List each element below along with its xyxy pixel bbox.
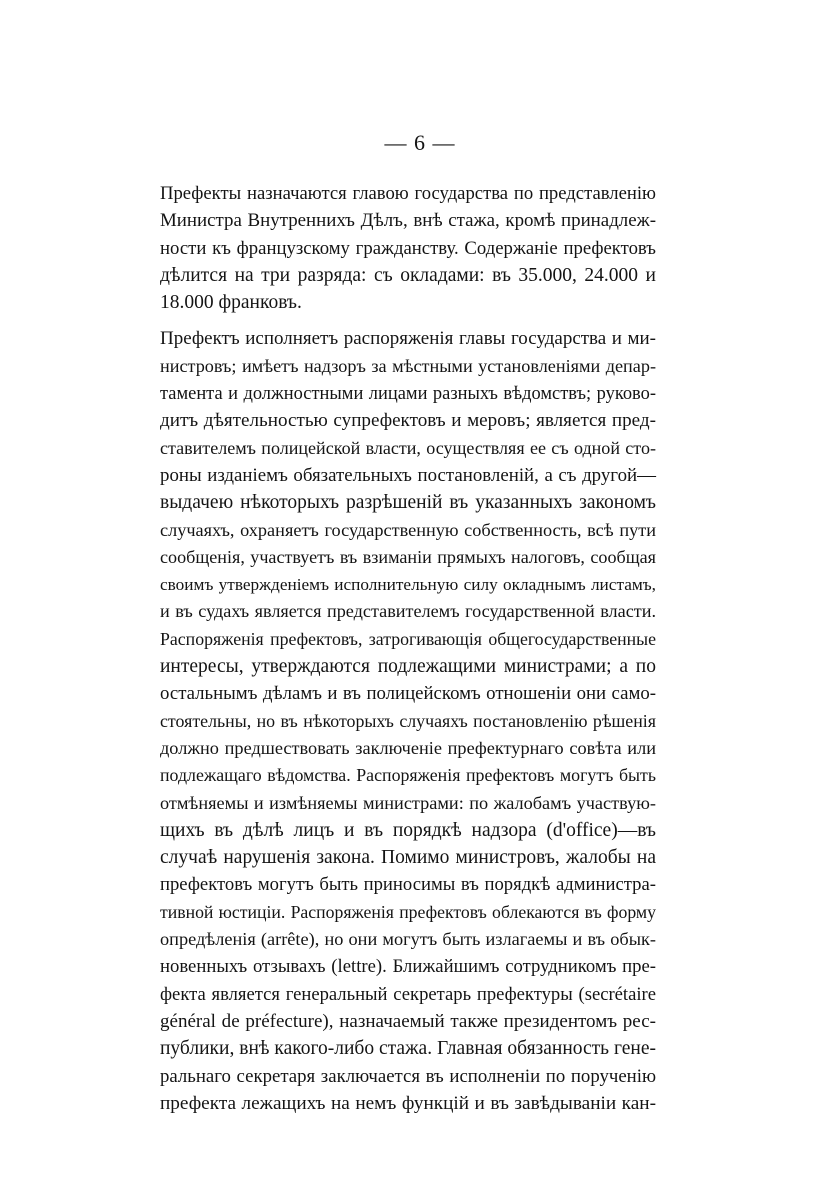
text-line: тивной юстиціи. Распоряженія префектовъ облекаются въ форму: [160, 901, 656, 922]
text-line: сообщенія, участвуетъ въ взиманіи прямыхъ налоговъ, сообщая: [160, 546, 656, 567]
text-line: Префектъ исполняетъ распоряженія главы государства и ми-: [160, 328, 656, 350]
text-line: ности къ французскому гражданству. Содержаніе префектовъ: [160, 237, 656, 259]
text-line: тамента и должностными лицами разныхъ вѣдомствъ; руково-: [160, 383, 656, 404]
page-number: — 6 —: [384, 130, 456, 155]
text-line: général de préfecture), назначаемый также президентомъ рес-: [160, 1010, 656, 1032]
text-line: дѣлится на три разряда: съ окладами: въ 35.000, 24.000 и: [160, 264, 656, 286]
text-line: префектовъ могутъ быть приносимы въ порядкѣ администра-: [160, 874, 656, 896]
text-line: своимъ утвержденіемъ исполнительную силу окладнымъ листамъ,: [160, 575, 656, 595]
text-line: префекта лежащихъ на немъ функцій и въ завѣдываніи кан-: [160, 1092, 656, 1114]
text-line: публики, внѣ какого-либо стажа. Главная обязанность гене-: [160, 1038, 656, 1060]
text-line: щихъ въ дѣлѣ лицъ и въ порядкѣ надзора (d'office)—въ: [160, 819, 656, 841]
text-line: отмѣняемы и измѣняемы министрами: по жалобамъ участвую-: [160, 792, 656, 813]
text-line: ральнаго секретаря заключается въ исполненіи по порученію: [160, 1065, 656, 1087]
text-line: случаѣ нарушенія закона. Помимо министровъ, жалобы на: [160, 847, 656, 869]
text-line: Министра Внутреннихъ Дѣлъ, внѣ стажа, кромѣ принадлеж-: [160, 210, 656, 232]
text-line: остальнымъ дѣламъ и въ полицейскомъ отношеніи они само-: [160, 683, 656, 705]
paragraph-prefect-duties: [160, 325, 656, 1117]
text-line: подлежащаго вѣдомства. Распоряженія префектовъ могутъ быть: [160, 765, 656, 786]
text-line: опредѣленія (arrête), но они могутъ быть излагаемы и въ обык-: [160, 929, 656, 950]
text-line: фекта является генеральный секретарь префектуры (secrétaire: [160, 983, 656, 1005]
text-line: должно предшествовать заключеніе префектурнаго совѣта или: [160, 737, 656, 758]
text-line: роны изданіемъ обязательныхъ постановленій, а съ другой—: [160, 464, 656, 486]
text-line: ставителемъ полицейской власти, осуществляя ее съ одной сто-: [160, 437, 656, 458]
text-line: дитъ дѣятельностью супрефектовъ и меровъ; является пред-: [160, 410, 656, 432]
text-line: нистровъ; имѣетъ надзоръ за мѣстными установленіями депар-: [160, 355, 656, 376]
text-line: случаяхъ, охраняетъ государственную собственность, всѣ пути: [160, 519, 656, 540]
text-line: Распоряженія префектовъ, затрогивающія общегосударственные: [160, 628, 656, 649]
text-line: стоятельны, но въ нѣкоторыхъ случаяхъ постановленію рѣшенія: [160, 710, 656, 731]
paragraph-gap: [160, 316, 656, 325]
text-line: выдачею нѣкоторыхъ разрѣшеній въ указанныхъ закономъ: [160, 492, 656, 514]
paragraph-prefect-appointment: [160, 180, 656, 316]
text-line: новенныхъ отзывахъ (lettre). Ближайшимъ сотрудникомъ пре-: [160, 956, 656, 978]
text-line: и въ судахъ является представителемъ государственной власти.: [160, 601, 656, 622]
text-line: Префекты назначаются главою государства по представленію: [160, 183, 656, 204]
text-line: 18.000 франковъ.: [160, 292, 302, 314]
body-text: [160, 180, 656, 1117]
text-line: интересы, утверждаются подлежащими министрами; а по: [160, 656, 656, 678]
